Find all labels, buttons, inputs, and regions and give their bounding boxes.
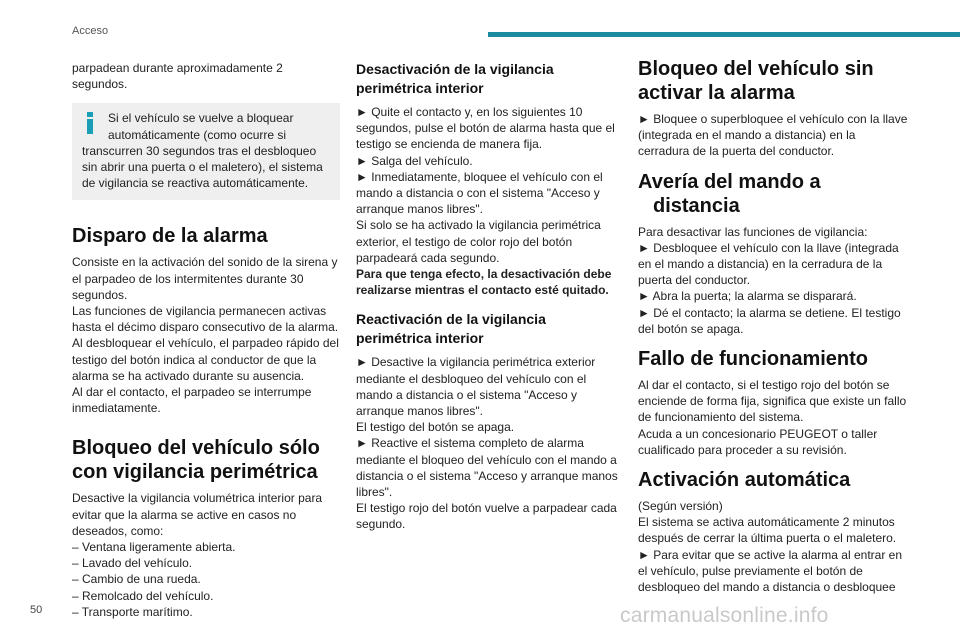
header-accent-bar (488, 32, 960, 37)
remote-failure-p1: Para desactivar las funciones de vigilancia: (638, 224, 868, 239)
info-icon (86, 112, 94, 134)
info-text-rest: automáticamente (como ocurre si transcurren 30 segundos tras el desbloqueo sin abrir una puerta o el maletero), el sistema de vigilancia se reactiva automáticamente. (82, 127, 323, 191)
remote-failure-p3: ► Abra la puerta; la alarma se disparará. (638, 289, 857, 304)
page-header (0, 0, 960, 44)
remote-failure-p4: ► Dé el contacto; la alarma se detiene. El testigo del botón se apaga. (638, 305, 901, 336)
alarm-trigger-heading: Disparo de la alarma (72, 225, 268, 248)
malfunction-p1: Al dar el contacto, si el testigo rojo del botón se enciende de forma fija, significa que existe un fallo de funcionamiento del sistema. (638, 378, 907, 425)
auto-activation-heading: Activación automática (638, 469, 851, 492)
list-item: – Lavado del vehículo. (72, 556, 193, 571)
page-number: 50 (30, 604, 43, 616)
column-1 (72, 60, 340, 620)
malfunction-p2: Acuda a un concesionario PEUGEOT o taller cualificado para proceder a su revisión. (638, 426, 878, 457)
info-text (82, 110, 330, 191)
intro-text: parpadean durante aproximadamente 2 segundos. (72, 61, 283, 92)
deactivation-note: Para que tenga efecto, la desactivación debe realizarse mientras el contacto esté quitado. (356, 267, 612, 298)
reactivation-p1: ► Desactive la vigilancia perimétrica exterior mediante el desbloqueo del vehículo con el mando a distancia o el sistema "Acceso y arranque manos libres". (356, 355, 596, 419)
remote-failure-heading (638, 170, 908, 218)
deactivation-p1: ► Quite el contacto y, en los siguientes 10 segundos, pulse el botón de alarma hasta que el testigo se encienda de manera fija. (356, 105, 615, 152)
list-item: – Transporte marítimo. (72, 604, 193, 619)
reactivation-p3: ► Reactive el sistema completo de alarma mediante el bloqueo del vehículo con el mando a distancia o el sistema "Acceso y arranque manos libres". (356, 436, 618, 500)
section-title: Acceso (72, 25, 109, 37)
deactivation-p4: Si solo se ha activado la vigilancia perimétrica exterior, el testigo de color rojo del botón parpadeará cada segundo. (356, 218, 601, 265)
info-text-line1: Si el vehículo se vuelve a bloquear (108, 111, 294, 126)
alarm-trigger-p1: Consiste en la activación del sonido de la sirena y el parpadeo de los intermitentes durante 30 segundos. (72, 255, 338, 302)
auto-activation-p2: El sistema se activa automáticamente 2 minutos después de cerrar la última puerta o el maletero. (638, 515, 897, 546)
reactivation-heading: Reactivación de la vigilancia perimétrica interior (356, 311, 546, 347)
auto-activation-p1: (Según versión) (638, 499, 723, 514)
alarm-trigger-p3: Al desbloquear el vehículo, el parpadeo rápido del testigo del botón indica al conductor de que la alarma se ha activado durante su ausencia. (72, 336, 339, 383)
deactivation-p2: ► Salga del vehículo. (356, 153, 473, 168)
remote-failure-p2: ► Desbloquee el vehículo con la llave (integrada en el mando a distancia) en la cerradura de la puerta del conductor. (638, 240, 899, 288)
remote-failure-heading-line2: distancia (653, 194, 740, 217)
list-item: – Remolcado del vehículo. (72, 588, 214, 603)
lock-perimeter-intro: Desactive la vigilancia volumétrica interior para evitar que la alarma se active en casos no deseados, como: (72, 491, 323, 538)
reactivation-p2: El testigo del botón se apaga. (356, 420, 515, 435)
malfunction-heading: Fallo de funcionamiento (638, 348, 869, 371)
deactivation-heading: Desactivación de la vigilancia perimétrica interior (356, 61, 554, 96)
alarm-trigger-p4: Al dar el contacto, el parpadeo se interrumpe inmediatamente. (72, 385, 312, 416)
column-3 (638, 60, 908, 595)
lock-no-alarm-heading: Bloqueo del vehículo sin activar la alarma (638, 58, 874, 104)
remote-failure-heading-line1: Avería del mando a (638, 170, 821, 193)
list-item: – Ventana ligeramente abierta. (72, 540, 236, 555)
lock-no-alarm-p1: ► Bloquee o superbloquee el vehículo con la llave (integrada en el mando a distancia) en la cerradura de la puerta del conductor. (638, 112, 908, 159)
info-box (72, 103, 340, 200)
lock-perimeter-heading: Bloqueo del vehículo sólo con vigilancia perimétrica (72, 437, 320, 484)
column-2 (356, 60, 622, 533)
deactivation-p3: ► Inmediatamente, bloquee el vehículo con el mando a distancia o con el sistema "Acceso y arranque manos libres". (356, 169, 603, 217)
alarm-trigger-p2: Las funciones de vigilancia permanecen activas hasta el décimo disparo consecutivo de la alarma. (72, 304, 339, 335)
list-item: – Cambio de una rueda. (72, 572, 201, 587)
reactivation-p4: El testigo rojo del botón vuelve a parpadear cada segundo. (356, 501, 617, 532)
auto-activation-p3: ► Para evitar que se active la alarma al entrar en el vehículo, pulse previamente el botón de desbloqueo del mando a distancia o desbloquee (638, 547, 903, 595)
watermark: carmanualsonline.info (620, 604, 829, 627)
